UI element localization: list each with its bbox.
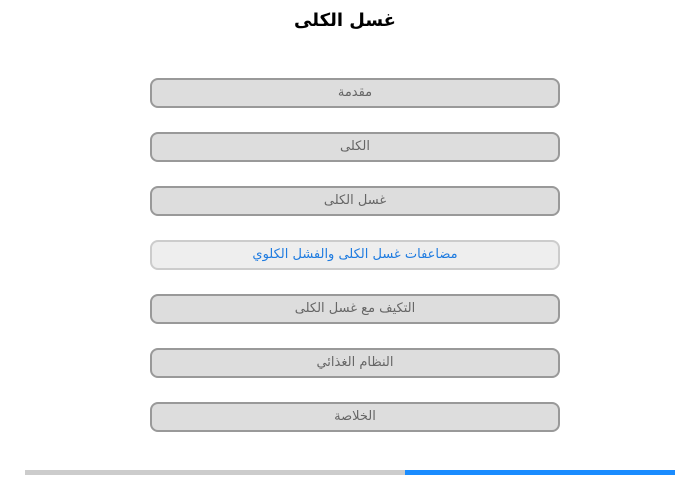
progress-bar [25, 470, 675, 475]
page-title: غسل الكلى [294, 10, 396, 31]
menu-item-complications[interactable]: مضاعفات غسل الكلى والفشل الكلوي [150, 240, 560, 270]
menu-item-kidneys[interactable]: الكلى [150, 132, 560, 162]
chapter-menu [150, 78, 560, 456]
progress-bar-fill [405, 470, 675, 475]
menu-item-dialysis[interactable]: غسل الكلى [150, 186, 560, 216]
menu-item-diet[interactable]: النظام الغذائي [150, 348, 560, 378]
menu-item-summary[interactable]: الخلاصة [150, 402, 560, 432]
menu-item-introduction[interactable]: مقدمة [150, 78, 560, 108]
menu-item-coping[interactable]: التكيف مع غسل الكلى [150, 294, 560, 324]
